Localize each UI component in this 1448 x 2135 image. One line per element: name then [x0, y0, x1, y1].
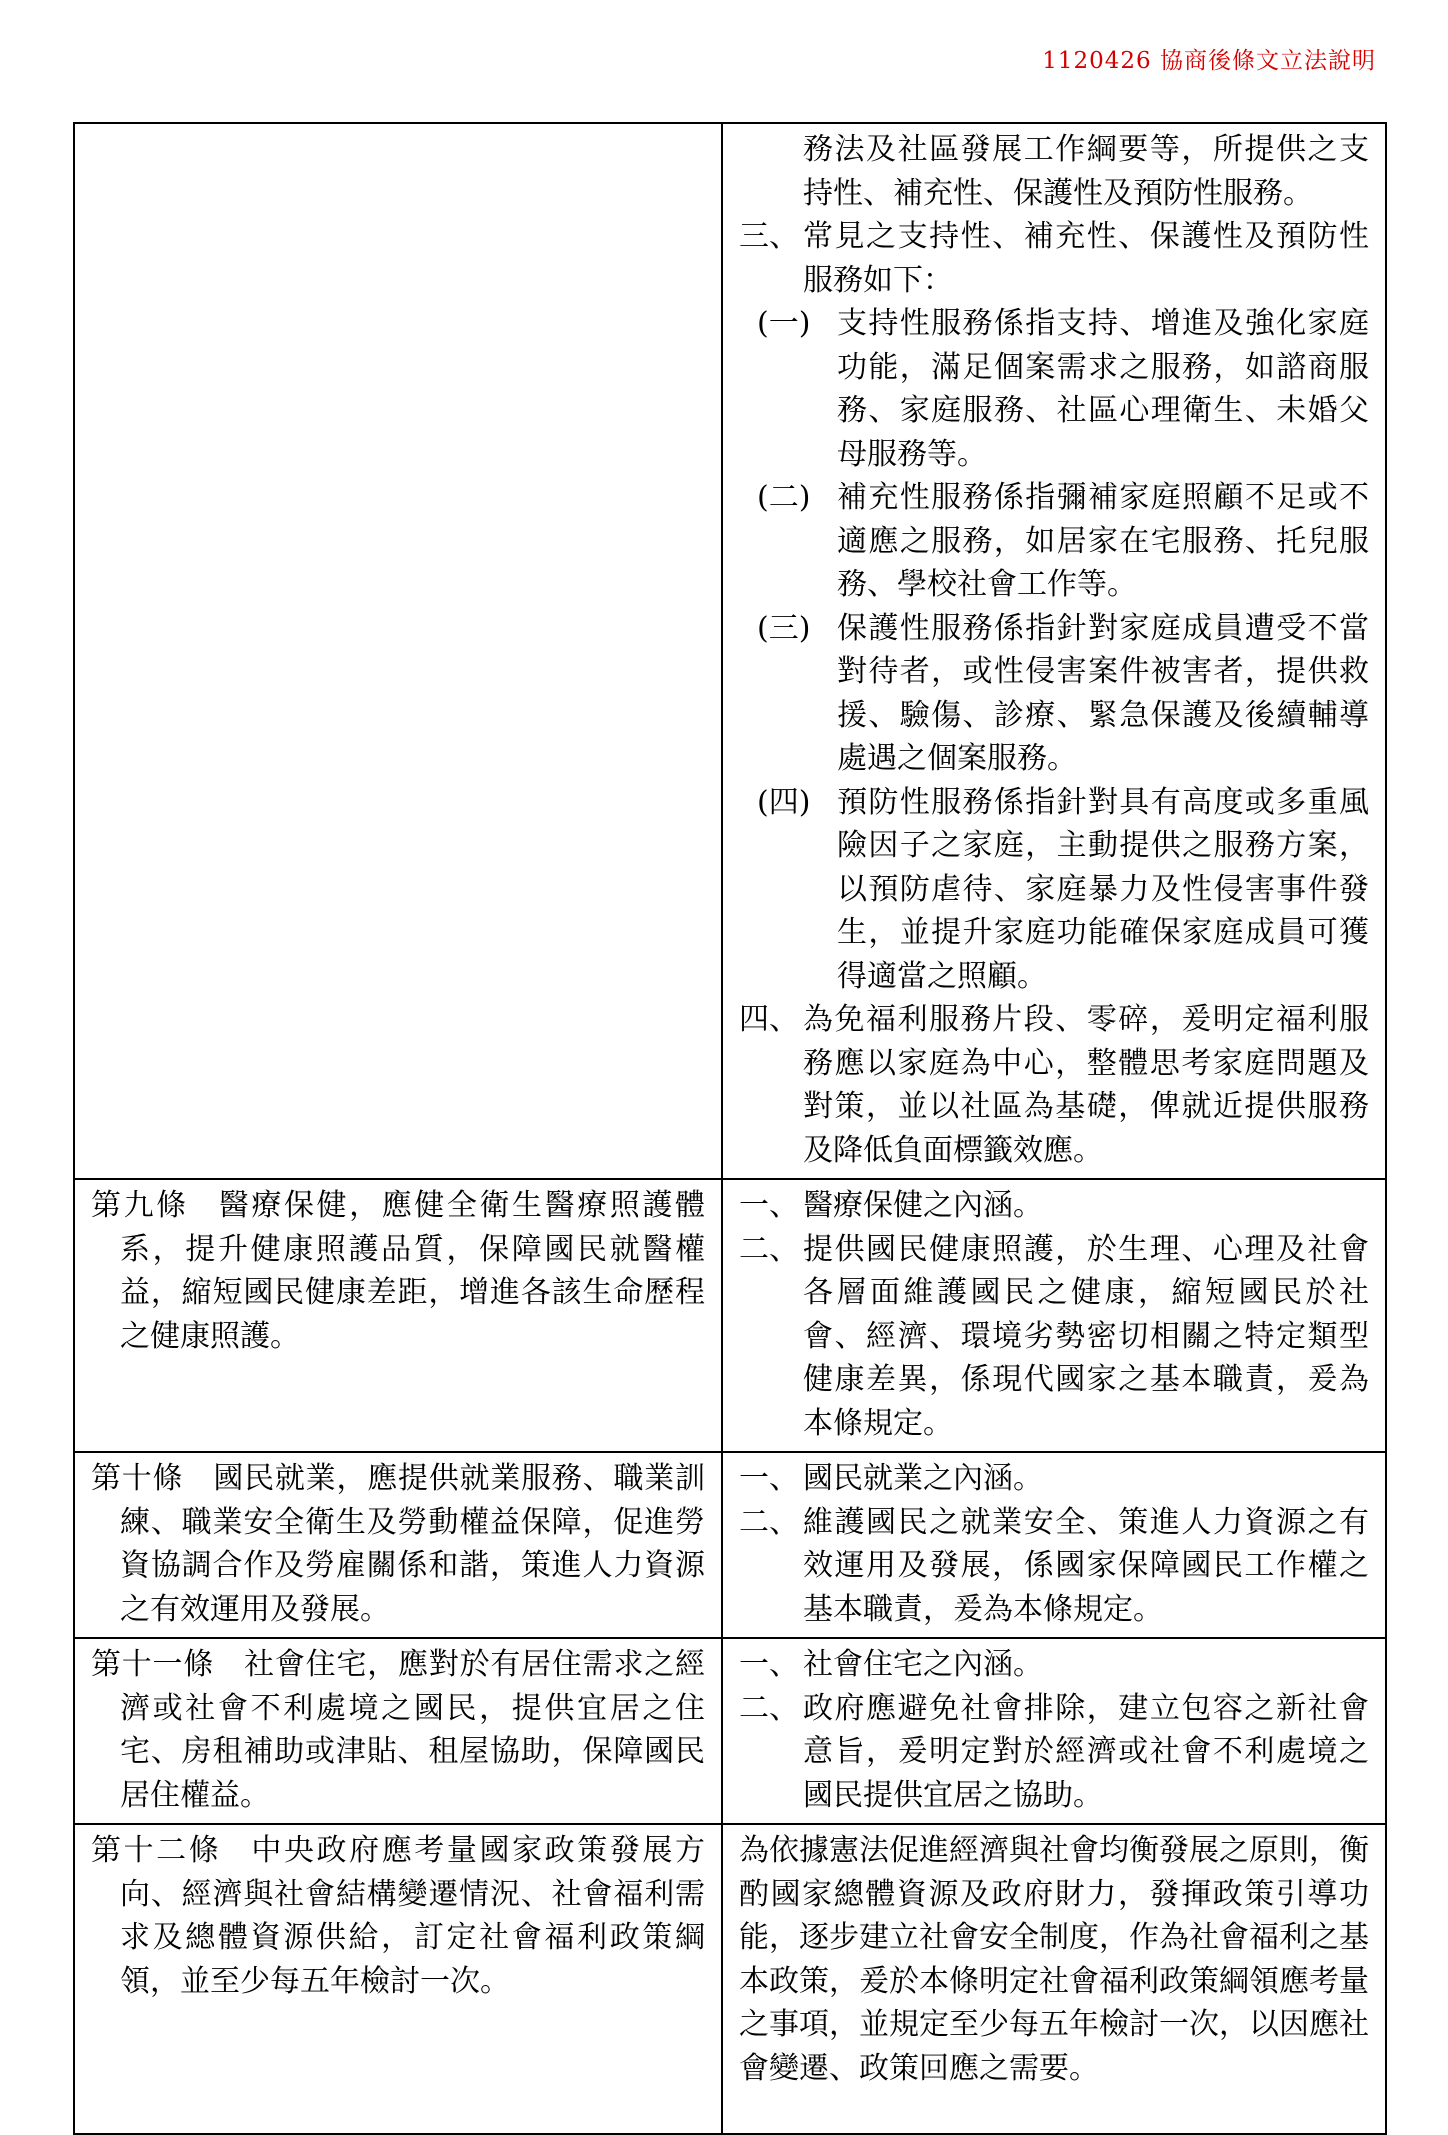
article-number: 第十條 — [91, 1461, 184, 1496]
sub-text: 補充性服務係指彌補家庭照顧不足或不適應之服務，如居家在宅服務、托兒服務、學校社會工作等。 — [837, 480, 1369, 602]
article-text — [91, 1829, 705, 2003]
table-row — [74, 1179, 1386, 1452]
table-row — [74, 1638, 1386, 1824]
document-header: 1120426 協商後條文立法說明 — [1042, 48, 1376, 74]
article-cell — [74, 1824, 722, 2134]
list-item — [739, 1501, 1369, 1632]
explanation-text: 為依據憲法促進經濟與社會均衡發展之原則，衡酌國家總體資源及政府財力，發揮政策引導功能，逐步建立社會安全制度，作為社會福利之基本政策，爰於本條明定社會福利政策綱領應考量之事項，並規定至少每五年檢討一次，以因應社會變遷、政策回應之需要。 — [739, 1833, 1369, 2086]
article-cell — [74, 1452, 722, 1638]
sub-item — [739, 476, 1369, 607]
list-item — [739, 1457, 1369, 1501]
explanation-cell — [722, 1824, 1386, 2134]
sub-marker: (二) — [757, 480, 811, 515]
sub-text: 支持性服務係指支持、增進及強化家庭功能，滿足個案需求之服務，如諮商服務、家庭服務、社區心理衛生、未婚父母服務等。 — [837, 306, 1369, 472]
item-marker: 二、 — [739, 1231, 799, 1267]
sub-marker: (四) — [757, 784, 811, 820]
item-marker: 二、 — [739, 1504, 799, 1540]
item-text: 社會住宅之內涵。 — [803, 1647, 1043, 1682]
explanation-cell — [722, 1638, 1386, 1824]
item-text: 國民就業之內涵。 — [803, 1461, 1043, 1496]
article-body: 國民就業，應提供就業服務、職業訓練、職業安全衛生及勞動權益保障，促進勞資協調合作及勞雇關係和諧，策進人力資源之有效運用及發展。 — [120, 1461, 706, 1627]
article-number: 第十一條 — [91, 1647, 215, 1682]
article-text — [91, 1457, 705, 1631]
article-number: 第九條 — [91, 1188, 189, 1223]
explanation-cell — [722, 1179, 1386, 1452]
article-body: 社會住宅，應對於有居住需求之經濟或社會不利處境之國民，提供宜居之住宅、房租補助或津貼、租屋協助，保障國民居住權益。 — [120, 1647, 706, 1813]
sub-text: 保護性服務係指針對家庭成員遭受不當對待者，或性侵害案件被害者，提供救援、驗傷、診療、緊急保護及後續輔導處遇之個案服務。 — [837, 610, 1369, 776]
item-text: 政府應避免社會排除，建立包容之新社會意旨，爰明定對於經濟或社會不利處境之國民提供宜居之協助。 — [803, 1690, 1369, 1813]
list-item — [739, 215, 1369, 302]
sub-text: 預防性服務係指針對具有高度或多重風險因子之家庭，主動提供之服務方案，以預防虐待、家庭暴力及性侵害事件發生，並提升家庭功能確保家庭成員可獲得適當之照顧。 — [837, 784, 1369, 994]
list-item — [739, 1184, 1369, 1228]
article-body: 中央政府應考量國家政策發展方向、經濟與社會結構變遷情況、社會福利需求及總體資源供給，訂定社會福利政策綱領，並至少每五年檢討一次。 — [120, 1833, 706, 1999]
sub-item — [739, 302, 1369, 476]
sub-item — [739, 781, 1369, 999]
article-text — [91, 1643, 705, 1817]
item-marker: 一、 — [739, 1461, 799, 1496]
item-marker: 三、 — [739, 219, 799, 254]
article-cell — [74, 1638, 722, 1824]
article-cell — [74, 1179, 722, 1452]
table-row — [74, 123, 1386, 1179]
article-number: 第十二條 — [91, 1833, 222, 1868]
item-marker: 四、 — [739, 1002, 799, 1037]
legislation-table — [73, 122, 1387, 2135]
explanation-cell — [722, 123, 1386, 1179]
table-row — [74, 1824, 1386, 2134]
explanation-cell — [722, 1452, 1386, 1638]
table-row — [74, 1452, 1386, 1638]
sub-item — [739, 607, 1369, 781]
article-cell — [74, 123, 722, 1179]
sub-marker: (一) — [757, 306, 811, 341]
list-item — [739, 1687, 1369, 1818]
item-text: 為免福利服務片段、零碎，爰明定福利服務應以家庭為中心，整體思考家庭問題及對策，並以社區為基礎，俾就近提供服務及降低負面標籤效應。 — [803, 1002, 1369, 1168]
item-text: 提供國民健康照護，於生理、心理及社會各層面維護國民之健康，縮短國民於社會、經濟、環境劣勢密切相關之特定類型健康差異，係現代國家之基本職責，爰為本條規定。 — [803, 1231, 1369, 1441]
item-text: 醫療保健之內涵。 — [803, 1188, 1043, 1223]
list-item — [739, 1643, 1369, 1687]
sub-marker: (三) — [757, 610, 811, 646]
item-text: 常見之支持性、補充性、保護性及預防性服務如下： — [803, 219, 1369, 298]
item-marker: 二、 — [739, 1690, 799, 1726]
item-marker: 一、 — [739, 1647, 799, 1682]
list-item — [739, 998, 1369, 1172]
article-body: 醫療保健，應健全衛生醫療照護體系，提升健康照護品質，保障國民就醫權益，縮短國民健康差距，增進各該生命歷程之健康照護。 — [120, 1188, 706, 1354]
item-text: 維護國民之就業安全、策進人力資源之有效運用及發展，係國家保障國民工作權之基本職責，爰為本條規定。 — [803, 1504, 1369, 1627]
item-marker: 一、 — [739, 1188, 799, 1223]
list-item — [739, 1228, 1369, 1446]
article-text — [91, 1184, 705, 1358]
continuation-text: 務法及社區發展工作綱要等，所提供之支持性、補充性、保護性及預防性服務。 — [803, 132, 1369, 211]
